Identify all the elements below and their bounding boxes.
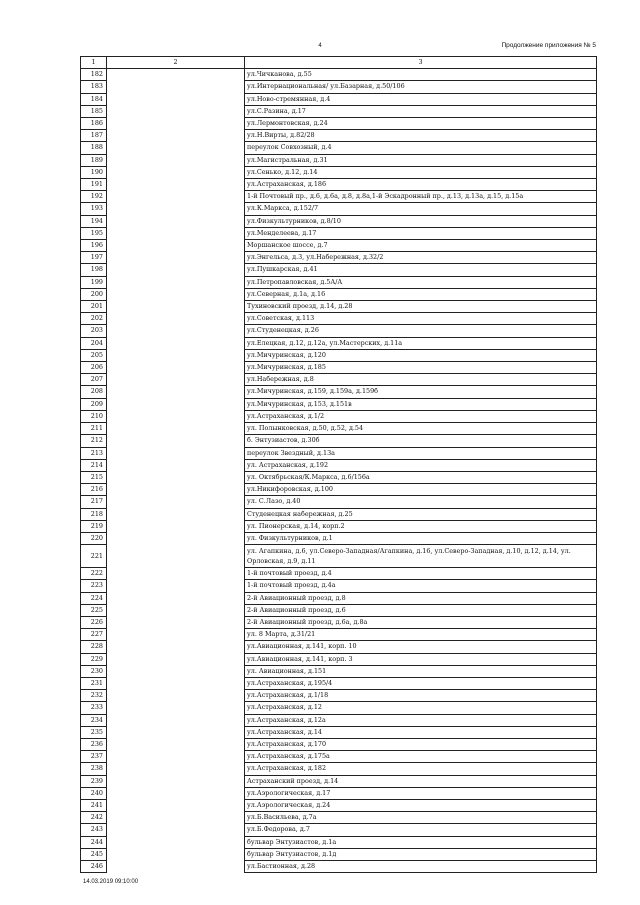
row-number: 224 <box>81 592 107 604</box>
row-number: 212 <box>81 435 107 447</box>
empty-cell <box>107 520 245 532</box>
address-cell: ул.Никифоровская, д.100 <box>245 484 597 496</box>
row-number: 241 <box>81 799 107 811</box>
empty-cell <box>107 592 245 604</box>
table-row <box>81 751 597 763</box>
table-row <box>81 276 597 288</box>
empty-cell <box>107 118 245 130</box>
address-cell: ул.Н.Вирты, д.82/28 <box>245 130 597 142</box>
empty-cell <box>107 751 245 763</box>
table-row <box>81 726 597 738</box>
row-number: 239 <box>81 775 107 787</box>
empty-cell <box>107 423 245 435</box>
row-number: 235 <box>81 726 107 738</box>
empty-cell <box>107 166 245 178</box>
row-number: 202 <box>81 313 107 325</box>
empty-cell <box>107 690 245 702</box>
empty-cell <box>107 93 245 105</box>
row-number: 197 <box>81 252 107 264</box>
row-number: 218 <box>81 508 107 520</box>
row-number: 228 <box>81 641 107 653</box>
row-number: 208 <box>81 386 107 398</box>
address-cell: ул.Астраханская, д.1/2 <box>245 410 597 422</box>
address-cell: ул.Ново-стремянная, д.4 <box>245 93 597 105</box>
empty-cell <box>107 435 245 447</box>
table-row <box>81 665 597 677</box>
address-cell: ул. Физкультурников, д.1 <box>245 532 597 544</box>
table-row <box>81 288 597 300</box>
address-cell: ул.Астраханская, д.12а <box>245 714 597 726</box>
row-number: 231 <box>81 677 107 689</box>
row-number: 233 <box>81 702 107 714</box>
row-number: 183 <box>81 81 107 93</box>
address-cell: ул.Пушкарская, д.41 <box>245 264 597 276</box>
row-number: 190 <box>81 166 107 178</box>
row-number: 206 <box>81 362 107 374</box>
table-row <box>81 592 597 604</box>
table-row <box>81 787 597 799</box>
address-cell: ул.Северная, д.1а, д.16 <box>245 288 597 300</box>
empty-cell <box>107 301 245 313</box>
empty-cell <box>107 276 245 288</box>
address-cell: бульвар Энтузиастов, д.1д <box>245 848 597 860</box>
row-number: 217 <box>81 496 107 508</box>
table-row <box>81 81 597 93</box>
table-row <box>81 545 597 568</box>
row-number: 237 <box>81 751 107 763</box>
row-number: 199 <box>81 276 107 288</box>
table-row <box>81 690 597 702</box>
row-number: 243 <box>81 824 107 836</box>
row-number: 227 <box>81 629 107 641</box>
address-cell: ул. Авиационная, д.151 <box>245 665 597 677</box>
empty-cell <box>107 240 245 252</box>
row-number: 200 <box>81 288 107 300</box>
row-number: 193 <box>81 203 107 215</box>
row-number: 201 <box>81 301 107 313</box>
row-number: 219 <box>81 520 107 532</box>
empty-cell <box>107 532 245 544</box>
table-row <box>81 532 597 544</box>
address-cell: ул. 8 Марта, д.31/21 <box>245 629 597 641</box>
row-number: 192 <box>81 191 107 203</box>
empty-cell <box>107 227 245 239</box>
address-cell: ул.Б.Васильева, д.7а <box>245 812 597 824</box>
empty-cell <box>107 154 245 166</box>
table-row <box>81 484 597 496</box>
row-number: 244 <box>81 836 107 848</box>
empty-cell <box>107 252 245 264</box>
empty-cell <box>107 105 245 117</box>
table-row <box>81 508 597 520</box>
table-row <box>81 240 597 252</box>
address-cell: Студенецкая набережная, д.25 <box>245 508 597 520</box>
table-row <box>81 677 597 689</box>
address-cell: ул.Астраханская, д.170 <box>245 738 597 750</box>
address-cell: ул. Агапкина, д.6, ул.Северо-Западная/Агапкина, д.16, ул.Северо-Западная, д.10, д.12, д.14, ул. Орловская, д.9, д.11 <box>245 545 597 568</box>
table-row <box>81 714 597 726</box>
address-cell: ул.Энгельса, д.3, ул.Набережная, д.32/2 <box>245 252 597 264</box>
address-cell: ул.К.Маркса, д.152/7 <box>245 203 597 215</box>
table-row <box>81 142 597 154</box>
page-number: 4 <box>318 43 322 49</box>
address-cell: переулок Совхозный, д.4 <box>245 142 597 154</box>
table-row <box>81 641 597 653</box>
table-row <box>81 362 597 374</box>
address-cell: ул.Астраханская, д.195/4 <box>245 677 597 689</box>
table-row <box>81 447 597 459</box>
table-row <box>81 848 597 860</box>
table-row <box>81 799 597 811</box>
row-number: 209 <box>81 398 107 410</box>
empty-cell <box>107 702 245 714</box>
table-body <box>81 69 597 873</box>
empty-cell <box>107 799 245 811</box>
table-row <box>81 374 597 386</box>
empty-cell <box>107 641 245 653</box>
address-cell: ул.Мичуринская, д.185 <box>245 362 597 374</box>
empty-cell <box>107 203 245 215</box>
table-row <box>81 471 597 483</box>
empty-cell <box>107 812 245 824</box>
table-row <box>81 604 597 616</box>
continuation-note: Продолжение приложения № 5 <box>501 42 596 49</box>
row-number: 204 <box>81 337 107 349</box>
address-cell: ул.Интернациональная/ ул.Базарная, д.50/106 <box>245 81 597 93</box>
address-cell: 2-й Авиационный проезд, д.6 <box>245 604 597 616</box>
address-cell: ул.Физкультурников, д.8/10 <box>245 215 597 227</box>
empty-cell <box>107 508 245 520</box>
address-cell: ул.Студенецкая, д.26 <box>245 325 597 337</box>
row-number: 191 <box>81 179 107 191</box>
address-cell: Астраханский проезд, д.14 <box>245 775 597 787</box>
table-row <box>81 580 597 592</box>
address-cell: ул.Мичуринская, д.120 <box>245 349 597 361</box>
row-number: 186 <box>81 118 107 130</box>
table-row <box>81 105 597 117</box>
table-row <box>81 93 597 105</box>
row-number: 194 <box>81 215 107 227</box>
table-row <box>81 349 597 361</box>
empty-cell <box>107 410 245 422</box>
row-number: 205 <box>81 349 107 361</box>
row-number: 246 <box>81 861 107 873</box>
empty-cell <box>107 337 245 349</box>
empty-cell <box>107 616 245 628</box>
row-number: 223 <box>81 580 107 592</box>
address-cell: ул.Бастионная, д.28 <box>245 861 597 873</box>
row-number: 226 <box>81 616 107 628</box>
empty-cell <box>107 69 245 81</box>
row-number: 182 <box>81 69 107 81</box>
table-row <box>81 118 597 130</box>
address-cell: ул.Аэрологическая, д.24 <box>245 799 597 811</box>
address-cell: ул. С.Лазо, д.40 <box>245 496 597 508</box>
address-cell: Моршанское шоссе, д.7 <box>245 240 597 252</box>
table-row <box>81 69 597 81</box>
address-cell: ул. Пионерская, д.14, корп.2 <box>245 520 597 532</box>
table-row <box>81 824 597 836</box>
table-row <box>81 435 597 447</box>
row-number: 220 <box>81 532 107 544</box>
address-cell: ул.Мичуринская, д.159, д.159а, д.159б <box>245 386 597 398</box>
table-row <box>81 203 597 215</box>
empty-cell <box>107 653 245 665</box>
column-header-3: 3 <box>245 57 597 69</box>
empty-cell <box>107 349 245 361</box>
empty-cell <box>107 580 245 592</box>
table-row <box>81 215 597 227</box>
row-number: 189 <box>81 154 107 166</box>
table-row <box>81 836 597 848</box>
address-cell: ул.Елецкая, д.12, д.12а, ул.Мастерских, д.11а <box>245 337 597 349</box>
row-number: 225 <box>81 604 107 616</box>
empty-cell <box>107 362 245 374</box>
address-cell: б. Энтузиастов, д.30б <box>245 435 597 447</box>
address-cell: ул.Б.Федорова, д.7 <box>245 824 597 836</box>
address-cell: 1-й Почтовый пр., д.6, д.6а, д.8, д.8а,1-й Эскадронный пр., д.13, д.13а, д.15, д.15а <box>245 191 597 203</box>
row-number: 242 <box>81 812 107 824</box>
empty-cell <box>107 374 245 386</box>
empty-cell <box>107 459 245 471</box>
address-cell: ул.С.Разина, д.17 <box>245 105 597 117</box>
address-cell: ул.Сенько, д.12, д.14 <box>245 166 597 178</box>
empty-cell <box>107 738 245 750</box>
address-cell: ул.Астраханская, д.182 <box>245 763 597 775</box>
row-number: 230 <box>81 665 107 677</box>
table-row <box>81 496 597 508</box>
address-cell: ул.Советская, д.113 <box>245 313 597 325</box>
empty-cell <box>107 288 245 300</box>
address-cell: ул.Астраханская, д.175а <box>245 751 597 763</box>
table-row <box>81 568 597 580</box>
table-row <box>81 459 597 471</box>
table-row <box>81 410 597 422</box>
empty-cell <box>107 726 245 738</box>
address-cell: ул.Магистральная, д.31 <box>245 154 597 166</box>
row-number: 188 <box>81 142 107 154</box>
empty-cell <box>107 836 245 848</box>
table-row <box>81 763 597 775</box>
table-row <box>81 179 597 191</box>
address-cell: 1-й почтовый проезд, д.4 <box>245 568 597 580</box>
empty-cell <box>107 714 245 726</box>
table-row <box>81 812 597 824</box>
address-cell: 2-й Авиационный проезд, д.6а, д.8а <box>245 616 597 628</box>
address-cell: ул.Астраханская, д.1/18 <box>245 690 597 702</box>
address-cell: ул. Астраханская, д.192 <box>245 459 597 471</box>
table-row <box>81 702 597 714</box>
empty-cell <box>107 484 245 496</box>
address-cell: ул.Мичуринская, д.153, д.151в <box>245 398 597 410</box>
table-row <box>81 423 597 435</box>
address-cell: ул.Астраханская, д.186 <box>245 179 597 191</box>
column-header-1: 1 <box>81 57 107 69</box>
empty-cell <box>107 471 245 483</box>
row-number: 236 <box>81 738 107 750</box>
row-number: 210 <box>81 410 107 422</box>
address-cell: ул.Авиационная, д.141, корп. 3 <box>245 653 597 665</box>
empty-cell <box>107 447 245 459</box>
empty-cell <box>107 545 245 568</box>
row-number: 214 <box>81 459 107 471</box>
row-number: 221 <box>81 545 107 568</box>
table-row <box>81 629 597 641</box>
table-row <box>81 313 597 325</box>
empty-cell <box>107 398 245 410</box>
table-header-row <box>81 57 597 69</box>
empty-cell <box>107 824 245 836</box>
row-number: 198 <box>81 264 107 276</box>
row-number: 195 <box>81 227 107 239</box>
table-row <box>81 653 597 665</box>
column-header-2: 2 <box>107 57 245 69</box>
address-cell: ул.Чичканова, д.55 <box>245 69 597 81</box>
table-row <box>81 616 597 628</box>
address-cell: 1-й почтовый проезд, д.4а <box>245 580 597 592</box>
row-number: 216 <box>81 484 107 496</box>
address-cell: ул.Менделеева, д.17 <box>245 227 597 239</box>
empty-cell <box>107 325 245 337</box>
empty-cell <box>107 179 245 191</box>
row-number: 187 <box>81 130 107 142</box>
empty-cell <box>107 629 245 641</box>
table-row <box>81 227 597 239</box>
empty-cell <box>107 604 245 616</box>
address-cell: ул.Лермонтовская, д.24 <box>245 118 597 130</box>
empty-cell <box>107 848 245 860</box>
empty-cell <box>107 861 245 873</box>
address-cell: переулок Звездный, д.13а <box>245 447 597 459</box>
address-table <box>80 56 597 873</box>
row-number: 211 <box>81 423 107 435</box>
table-row <box>81 154 597 166</box>
address-cell: ул. Октябрьская/К.Маркса, д.6/156а <box>245 471 597 483</box>
table-row <box>81 861 597 873</box>
empty-cell <box>107 496 245 508</box>
address-cell: 2-й Авиационный проезд, д.8 <box>245 592 597 604</box>
empty-cell <box>107 665 245 677</box>
footer-timestamp: 14.03.2019 09:10:00 <box>83 879 139 885</box>
row-number: 184 <box>81 93 107 105</box>
table-row <box>81 775 597 787</box>
row-number: 240 <box>81 787 107 799</box>
empty-cell <box>107 313 245 325</box>
empty-cell <box>107 81 245 93</box>
address-cell: ул.Петропавловская, д.5А/А <box>245 276 597 288</box>
empty-cell <box>107 763 245 775</box>
address-cell: Тухиновский проезд, д.14, д.28 <box>245 301 597 313</box>
address-cell: ул.Авиационная, д.141, корп. 10 <box>245 641 597 653</box>
table-row <box>81 386 597 398</box>
row-number: 229 <box>81 653 107 665</box>
empty-cell <box>107 191 245 203</box>
table-row <box>81 520 597 532</box>
row-number: 234 <box>81 714 107 726</box>
row-number: 215 <box>81 471 107 483</box>
address-cell: бульвар Энтузиастов, д.1а <box>245 836 597 848</box>
row-number: 203 <box>81 325 107 337</box>
table-row <box>81 264 597 276</box>
row-number: 238 <box>81 763 107 775</box>
empty-cell <box>107 142 245 154</box>
row-number: 196 <box>81 240 107 252</box>
address-cell: ул. Полынковская, д.50, д.52, д.54 <box>245 423 597 435</box>
row-number: 222 <box>81 568 107 580</box>
address-cell: ул.Астраханская, д.14 <box>245 726 597 738</box>
empty-cell <box>107 775 245 787</box>
table-row <box>81 738 597 750</box>
empty-cell <box>107 386 245 398</box>
empty-cell <box>107 787 245 799</box>
row-number: 245 <box>81 848 107 860</box>
row-number: 213 <box>81 447 107 459</box>
empty-cell <box>107 215 245 227</box>
row-number: 232 <box>81 690 107 702</box>
row-number: 185 <box>81 105 107 117</box>
empty-cell <box>107 264 245 276</box>
table-row <box>81 252 597 264</box>
row-number: 207 <box>81 374 107 386</box>
table-row <box>81 398 597 410</box>
table-row <box>81 130 597 142</box>
table-row <box>81 191 597 203</box>
table-row <box>81 166 597 178</box>
empty-cell <box>107 568 245 580</box>
empty-cell <box>107 130 245 142</box>
address-cell: ул.Астраханская, д.12 <box>245 702 597 714</box>
table-row <box>81 337 597 349</box>
empty-cell <box>107 677 245 689</box>
address-cell: ул.Аэрологическая, д.17 <box>245 787 597 799</box>
table-row <box>81 301 597 313</box>
address-cell: ул.Набережная, д.8 <box>245 374 597 386</box>
table-row <box>81 325 597 337</box>
